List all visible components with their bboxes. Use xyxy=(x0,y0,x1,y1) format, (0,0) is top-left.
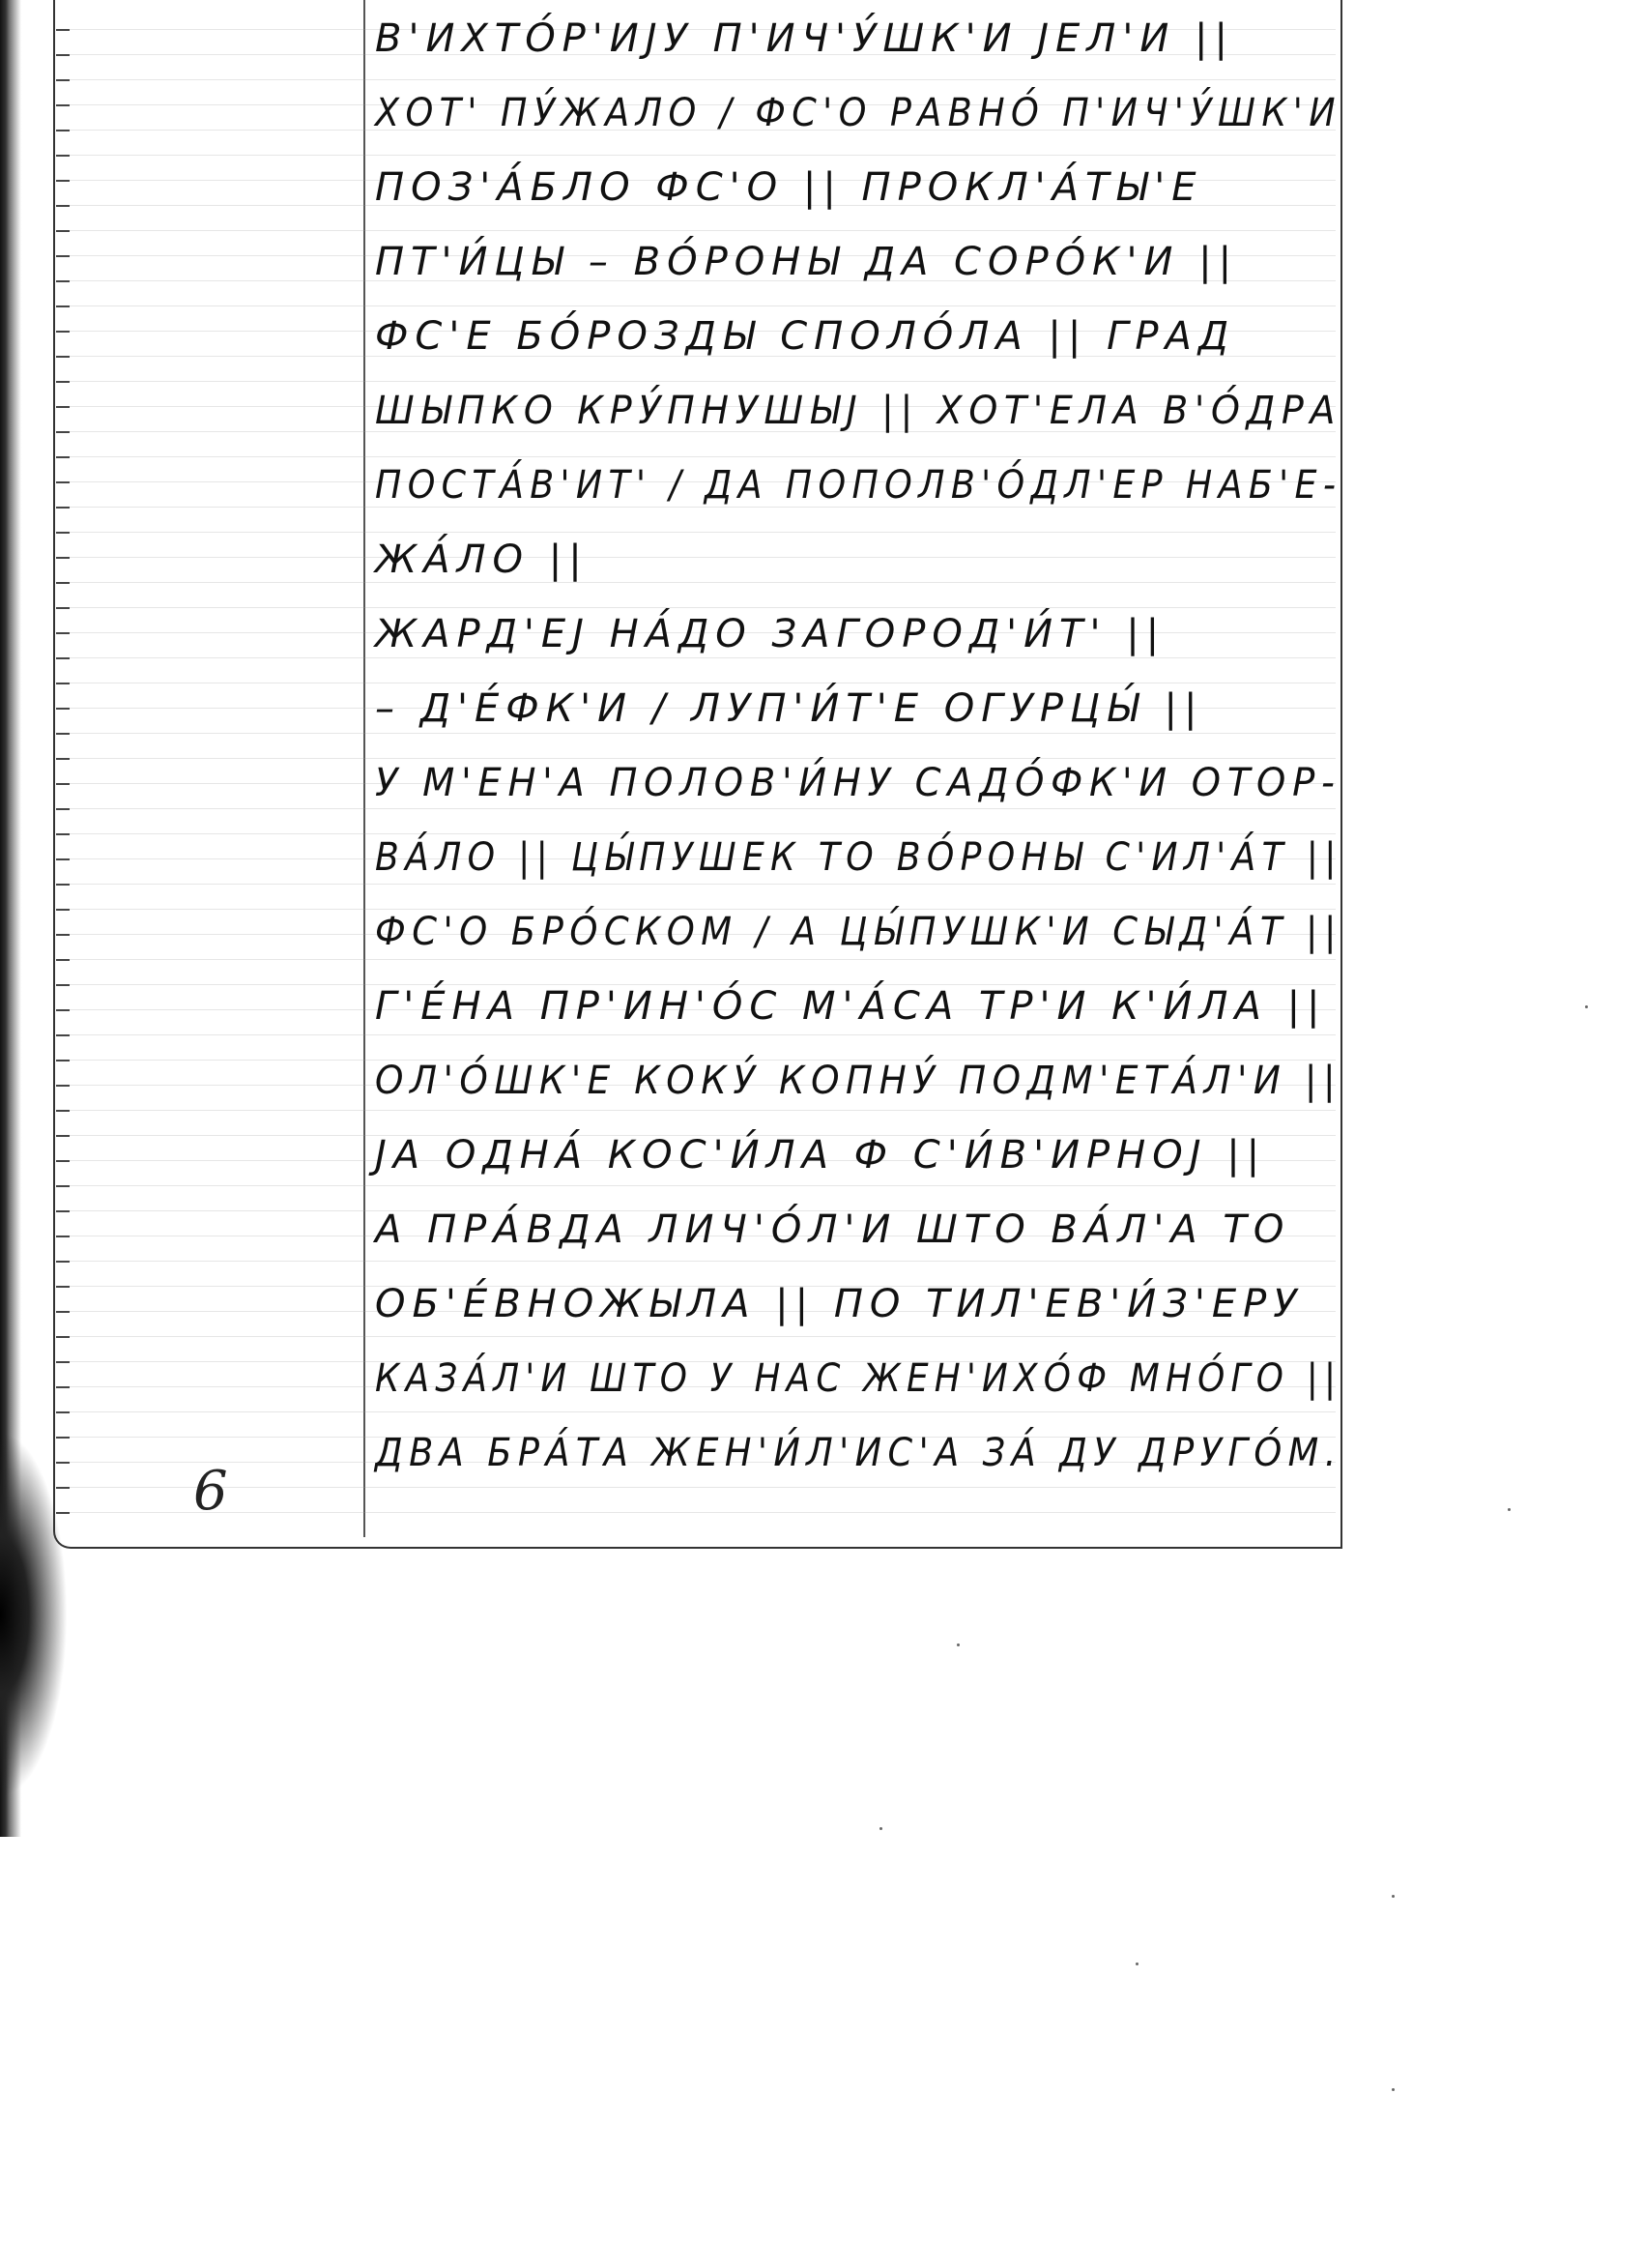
margin-tick xyxy=(56,331,70,333)
text-line: ОБ'Е́ВНОЖЫЛА || ПО ТИЛ'ЕВ'И́З'ЕРУ xyxy=(375,1282,1304,1326)
ruled-line xyxy=(56,532,1336,533)
ruled-line xyxy=(56,305,1336,306)
margin-tick xyxy=(56,431,70,433)
ruled-line xyxy=(56,1487,1336,1488)
margin-tick xyxy=(56,758,70,760)
ruled-line xyxy=(56,582,1336,583)
ruled-line xyxy=(56,884,1336,885)
margin-tick xyxy=(56,532,70,534)
ruled-line xyxy=(56,155,1336,156)
margin-tick xyxy=(56,1487,70,1489)
ruled-line xyxy=(56,1185,1336,1186)
margin-tick xyxy=(56,280,70,282)
margin-tick xyxy=(56,1462,70,1464)
margin-tick xyxy=(56,557,70,559)
ruled-line xyxy=(56,1261,1336,1262)
margin-tick xyxy=(56,29,70,31)
margin-tick xyxy=(56,1261,70,1263)
margin-tick xyxy=(56,255,70,257)
scan-speck xyxy=(957,1643,960,1646)
margin-tick xyxy=(56,1512,70,1514)
text-line: ЖАРД'ЕЈ НА́ДО ЗАГОРОД'И́Т' || xyxy=(375,612,1167,656)
margin-tick xyxy=(56,230,70,232)
margin-tick xyxy=(56,909,70,911)
margin-tick xyxy=(56,783,70,785)
text-line: ДВА БРА́ТА ЖЕН'И́Л'ИС'А ЗА́ ДУ ДРУГО́М. xyxy=(375,1431,1342,1475)
ruled-line xyxy=(56,1512,1336,1513)
margin-tick xyxy=(56,54,70,56)
margin-tick xyxy=(56,507,70,509)
text-line: А ПРА́ВДА ЛИЧ'О́Л'И ШТО ВА́Л'А ТО xyxy=(375,1207,1291,1252)
margin-tick xyxy=(56,1135,70,1137)
margin-tick xyxy=(56,1286,70,1288)
margin-tick xyxy=(56,934,70,936)
margin-tick xyxy=(56,381,70,383)
ruled-line xyxy=(56,733,1336,734)
scan-speck xyxy=(879,1827,882,1830)
margin-tick xyxy=(56,657,70,659)
margin-tick xyxy=(56,1236,70,1237)
ruled-line xyxy=(56,1336,1336,1337)
scan-speck xyxy=(1508,1508,1511,1511)
margin-tick xyxy=(56,582,70,584)
margin-tick xyxy=(56,104,70,106)
page-number: 6 xyxy=(193,1460,228,1523)
text-line: ФС'Е БО́РОЗДЫ СПОЛО́ЛА || ГРАД xyxy=(375,314,1236,359)
margin-tick xyxy=(56,180,70,182)
margin-tick xyxy=(56,733,70,735)
text-line: КАЗА́Л'И ШТО У НАС ЖЕН'ИХО́Ф МНО́ГО || xyxy=(375,1356,1342,1401)
ruled-line xyxy=(56,959,1336,960)
ruled-line xyxy=(56,1110,1336,1111)
ruled-line xyxy=(56,456,1336,457)
ruled-line xyxy=(56,230,1336,231)
margin-tick xyxy=(56,1009,70,1011)
margin-tick xyxy=(56,984,70,986)
ruled-line xyxy=(56,607,1336,608)
text-line: ХОТ' ПУ́ЖАЛО / ФС'О РАВНО́ П'ИЧ'У́ШК'И xyxy=(375,91,1341,135)
ruled-line xyxy=(56,381,1336,382)
text-line: ЈА ОДНА́ КОС'И́ЛА Ф С'И́В'ИРНОЈ || xyxy=(375,1133,1267,1178)
margin-tick xyxy=(56,1336,70,1338)
margin-tick xyxy=(56,632,70,634)
text-line: ПТ'И́ЦЫ – ВО́РОНЫ ДА СОРО́К'И || xyxy=(375,240,1239,284)
margin-tick xyxy=(56,1311,70,1313)
scan-speck xyxy=(1392,2088,1395,2091)
ruled-line xyxy=(56,557,1336,558)
margin-tick xyxy=(56,708,70,710)
margin-tick xyxy=(56,683,70,684)
text-line: Г'Е́НА ПР'ИН'О́С М'А́СА ТР'И К'И́ЛА || xyxy=(375,984,1327,1029)
margin-tick xyxy=(56,1110,70,1112)
ruled-line xyxy=(56,1411,1336,1412)
ruled-line xyxy=(56,1034,1336,1035)
text-line: ПОСТА́В'ИТ' / ДА ПОПОЛВ'О́ДЛ'ЕР НАБ'Е- xyxy=(375,463,1342,508)
margin-tick xyxy=(56,356,70,358)
margin-tick xyxy=(56,808,70,810)
margin-tick xyxy=(56,959,70,961)
margin-tick xyxy=(56,1034,70,1036)
margin-tick xyxy=(56,79,70,81)
text-line: – Д'Е́ФК'И / ЛУП'И́Т'Е ОГУРЦЫ́ || xyxy=(375,686,1204,731)
margin-tick xyxy=(56,1361,70,1363)
text-line: ОЛ'О́ШК'Е КОКУ́ КОПНУ́ ПОДМ'ЕТА́Л'И || xyxy=(375,1059,1342,1103)
ruled-line xyxy=(56,758,1336,759)
margin-tick xyxy=(56,1386,70,1388)
text-line: ПОЗ'А́БЛО ФС'О || ПРОКЛ'А́ТЫ'Е xyxy=(375,165,1203,210)
scan-speck xyxy=(1136,1963,1139,1965)
margin-tick xyxy=(56,1411,70,1413)
margin-tick xyxy=(56,1185,70,1187)
margin-tick xyxy=(56,205,70,207)
margin-tick xyxy=(56,406,70,408)
margin-tick xyxy=(56,1210,70,1212)
margin-tick xyxy=(56,481,70,483)
margin-tick xyxy=(56,155,70,157)
margin-tick xyxy=(56,1085,70,1087)
margin-tick xyxy=(56,305,70,307)
margin-tick xyxy=(56,130,70,131)
margin-tick xyxy=(56,884,70,886)
ruled-line xyxy=(56,833,1336,834)
margin-tick xyxy=(56,833,70,835)
scan-speck xyxy=(1585,1005,1588,1008)
text-line: У М'ЕН'А ПОЛОВ'И́НУ САДО́ФК'И ОТОР- xyxy=(375,761,1341,805)
margin-tick xyxy=(56,456,70,458)
scan-speck xyxy=(1392,1895,1395,1898)
margin-tick xyxy=(56,1160,70,1162)
ruled-line xyxy=(56,657,1336,658)
ruled-line xyxy=(56,79,1336,80)
ruled-line xyxy=(56,808,1336,809)
margin-tick xyxy=(56,607,70,609)
text-line: ФС'О БРО́СКОМ / А ЦЫ́ПУШК'И СЫД'А́Т || xyxy=(375,910,1342,954)
margin-tick xyxy=(56,858,70,860)
margin-tick xyxy=(56,1060,70,1061)
text-line: В'ИХТО́Р'ИЈУ П'ИЧ'У́ШК'И ЈЕЛ'И || xyxy=(375,16,1234,61)
margin-tick xyxy=(56,1437,70,1439)
text-line: ЖА́ЛО || xyxy=(375,538,589,582)
text-line: ВА́ЛО || ЦЫ́ПУШЕК ТО ВО́РОНЫ С'ИЛ'А́Т || xyxy=(375,835,1342,880)
text-line: ШЫПКО КРУ́ПНУШЫЈ || ХОТ'ЕЛА В'О́ДРА xyxy=(375,389,1342,433)
